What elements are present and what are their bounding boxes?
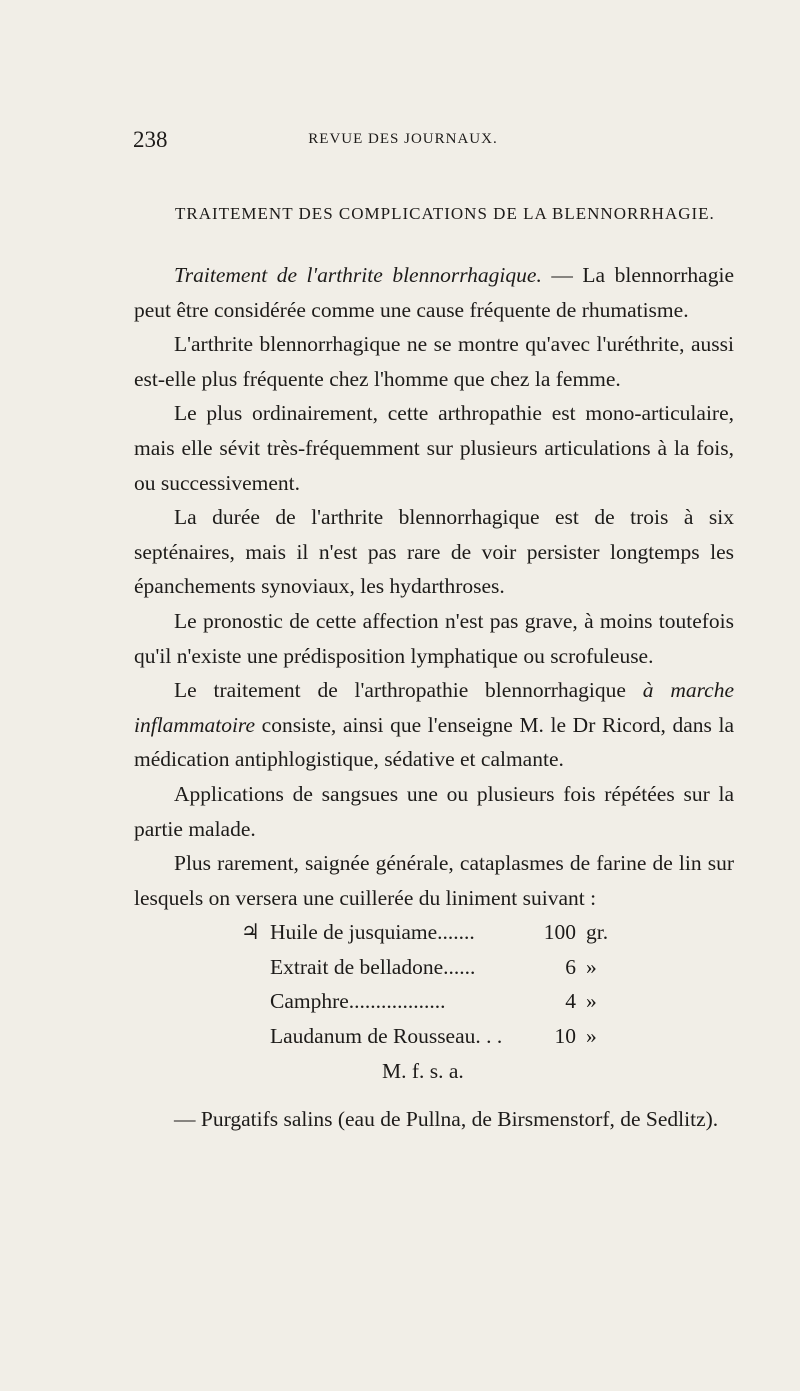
recipe-item-unit: » [586, 989, 597, 1014]
running-head: REVUE DES JOURNAUX. [308, 131, 498, 147]
paragraph-7: Applications de sangsues une ou plusieurs fois répétées sur la partie malade. [134, 781, 734, 841]
section-title: TRAITEMENT DES COMPLICATIONS DE LA BLENNORRHAGIE. [175, 204, 715, 223]
recipe-item-unit: » [586, 954, 597, 979]
recipe-item-name: Huile de jusquiame....... [270, 920, 475, 945]
recipe-item-name: Camphre.................. [270, 989, 446, 1014]
body-text [134, 258, 734, 1137]
paragraph-4: La durée de l'arthrite blennorrhagique est de trois à six septénaires, mais il n'est pas rare de voir persister longtemps les épanchements synoviaux, les hydarthroses. [134, 505, 734, 599]
paragraph-1 [134, 258, 734, 327]
recipe-item-unit: gr. [586, 920, 609, 945]
recipe-item-qty: 10 [554, 1024, 576, 1049]
paragraph-6-italic: à marche inflammatoire [134, 678, 735, 737]
recipe-row [134, 1019, 734, 1054]
recipe-symbol: ♃ [240, 920, 260, 945]
recipe-item-qty: 6 [565, 954, 576, 979]
paragraph-1-rest: — La blennorrhagie peut être considérée comme une cause fréquente de rhumatisme. [134, 263, 734, 322]
recipe-row [134, 915, 734, 950]
paragraph-6 [134, 673, 734, 777]
paragraph-2: L'arthrite blennorrhagique ne se montre qu'avec l'uréthrite, aussi est-elle plus fréquente chez l'homme que chez la femme. [134, 332, 734, 391]
recipe-item-name: Extrait de belladone...... [270, 954, 476, 979]
paragraph-1-title: Traitement de l'arthrite blennorrhagique. [174, 263, 542, 287]
recipe-item-qty: 4 [565, 989, 576, 1014]
recipe-row [134, 950, 734, 985]
page-header [133, 127, 733, 157]
recipe-instruction: M. f. s. a. [382, 1058, 464, 1083]
recipe-row [134, 984, 734, 1019]
paragraph-5: Le pronostic de cette affection n'est pas grave, à moins toutefois qu'il n'existe une prédisposition lymphatique ou scrofuleuse. [134, 608, 734, 668]
paragraph-6-a: Le traitement de l'arthropathie blennorrhagique [174, 678, 643, 703]
paragraph-3: Le plus ordinairement, cette arthropathie est mono-articulaire, mais elle sévit très-fréquemment sur plusieurs articulations à la fois, ou successivement. [134, 401, 734, 495]
recipe-item-name: Laudanum de Rousseau. . . [270, 1024, 503, 1049]
paragraph-8: Plus rarement, saignée générale, cataplasmes de farine de lin sur lesquels on versera une cuillerée du liniment suivant : [134, 851, 734, 910]
recipe-item-qty: 100 [543, 920, 576, 945]
page-number: 238 [133, 127, 168, 152]
recipe-item-unit: » [586, 1024, 597, 1049]
paragraph-9: — Purgatifs salins (eau de Pullna, de Birsmenstorf, de Sedlitz). [174, 1107, 719, 1132]
paragraph-6-b: consiste, ainsi que l'enseigne M. le Dr Ricord, dans la médication antiphlogistique, sédative et calmante. [134, 712, 734, 772]
recipe [134, 915, 734, 1088]
